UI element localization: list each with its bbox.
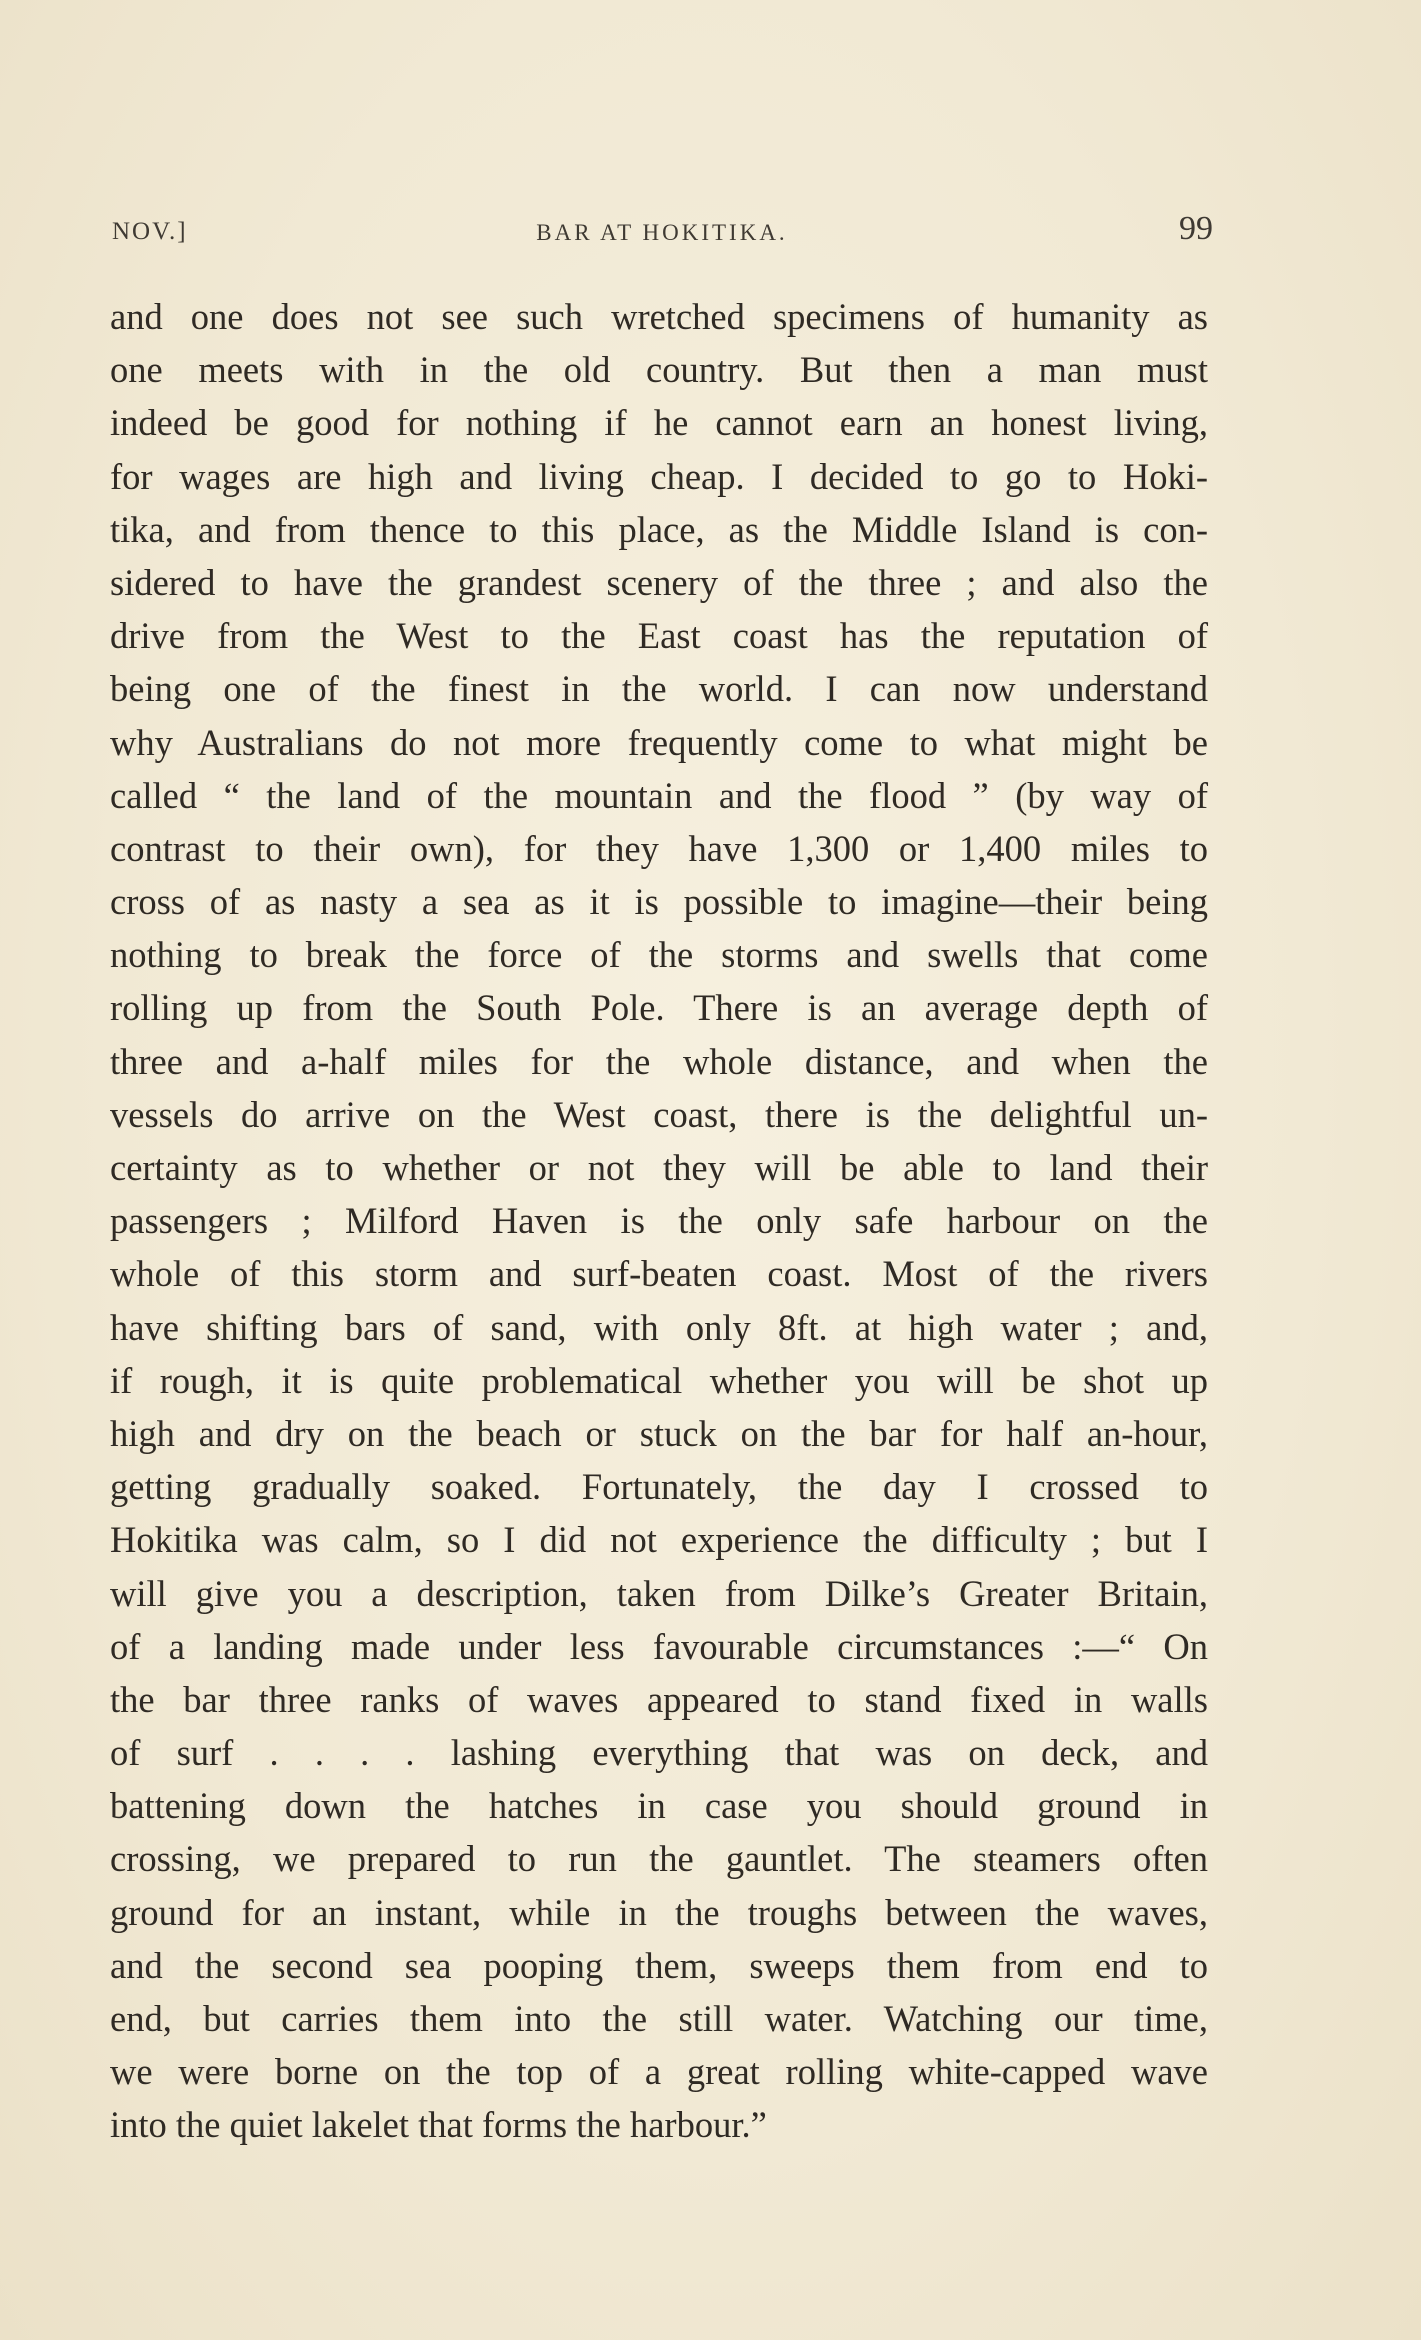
text-line: called “ the land of the mountain and the flood ” (by way of	[110, 774, 1208, 816]
text-line: for wages are high and living cheap. I decided to go to Hoki-	[110, 455, 1208, 497]
text-line: Hokitika was calm, so I did not experience the difficulty ; but I	[110, 1519, 1208, 1561]
body-text	[110, 290, 1208, 2152]
text-line: why Australians do not more frequently come to what might be	[110, 721, 1208, 763]
text-line: contrast to their own), for they have 1,300 or 1,400 miles to	[110, 827, 1208, 869]
text-line: the bar three ranks of waves appeared to stand fixed in walls	[110, 1678, 1208, 1720]
page-number: 99	[1179, 210, 1213, 247]
text-line: end, but carries them into the still water. Watching our time,	[110, 1998, 1208, 2039]
text-line: high and dry on the beach or stuck on the bar for half an-hour,	[110, 1412, 1208, 1454]
text-line: battening down the hatches in case you should ground in	[110, 1785, 1208, 1827]
text-line: crossing, we prepared to run the gauntlet. The steamers often	[110, 1838, 1208, 1880]
text-line: sidered to have the grandest scenery of the three ; and also the	[110, 561, 1208, 603]
text-line: getting gradually soaked. Fortunately, the day I crossed to	[110, 1466, 1208, 1508]
text-line: and the second sea pooping them, sweeps them from end to	[110, 1944, 1208, 1986]
text-line: certainty as to whether or not they will be able to land their	[110, 1147, 1208, 1188]
text-line: one meets with in the old country. But then a man must	[110, 349, 1208, 391]
text-line: have shifting bars of sand, with only 8ft. at high water ; and,	[110, 1306, 1208, 1348]
running-head-title: BAR AT HOKITIKA.	[536, 220, 788, 245]
text-line: being one of the finest in the world. I can now understand	[110, 668, 1208, 710]
text-line: nothing to break the force of the storms and swells that come	[110, 934, 1208, 976]
text-line: of a landing made under less favourable circumstances :—“ On	[110, 1625, 1208, 1667]
text-line: whole of this storm and surf-beaten coast. Most of the rivers	[110, 1253, 1208, 1295]
text-line: three and a-half miles for the whole distance, and when the	[110, 1040, 1208, 1082]
text-line: tika, and from thence to this place, as the Middle Island is con-	[110, 508, 1208, 550]
running-head	[112, 212, 1212, 252]
text-line: ground for an instant, while in the troughs between the waves,	[110, 1891, 1208, 1933]
text-line-last: into the quiet lakelet that forms the harbour.”	[110, 2104, 767, 2146]
text-line: cross of as nasty a sea as it is possible to imagine—their being	[110, 881, 1208, 923]
text-line: drive from the West to the East coast has the reputation of	[110, 615, 1208, 657]
text-line: and one does not see such wretched specimens of humanity as	[110, 296, 1208, 337]
text-line: we were borne on the top of a great rolling white-capped wave	[110, 2051, 1208, 2093]
text-line: will give you a description, taken from Dilke’s Greater Britain,	[110, 1572, 1208, 1614]
text-line: if rough, it is quite problematical whether you will be shot up	[110, 1359, 1208, 1401]
text-line: rolling up from the South Pole. There is an average depth of	[110, 987, 1208, 1029]
text-line: passengers ; Milford Haven is the only safe harbour on the	[110, 1200, 1208, 1242]
text-line: indeed be good for nothing if he cannot earn an honest living,	[110, 402, 1208, 444]
text-line: of surf . . . . lashing everything that was on deck, and	[110, 1732, 1208, 1774]
text-line: vessels do arrive on the West coast, there is the delightful un-	[110, 1093, 1208, 1135]
running-head-month: NOV.]	[112, 218, 188, 245]
